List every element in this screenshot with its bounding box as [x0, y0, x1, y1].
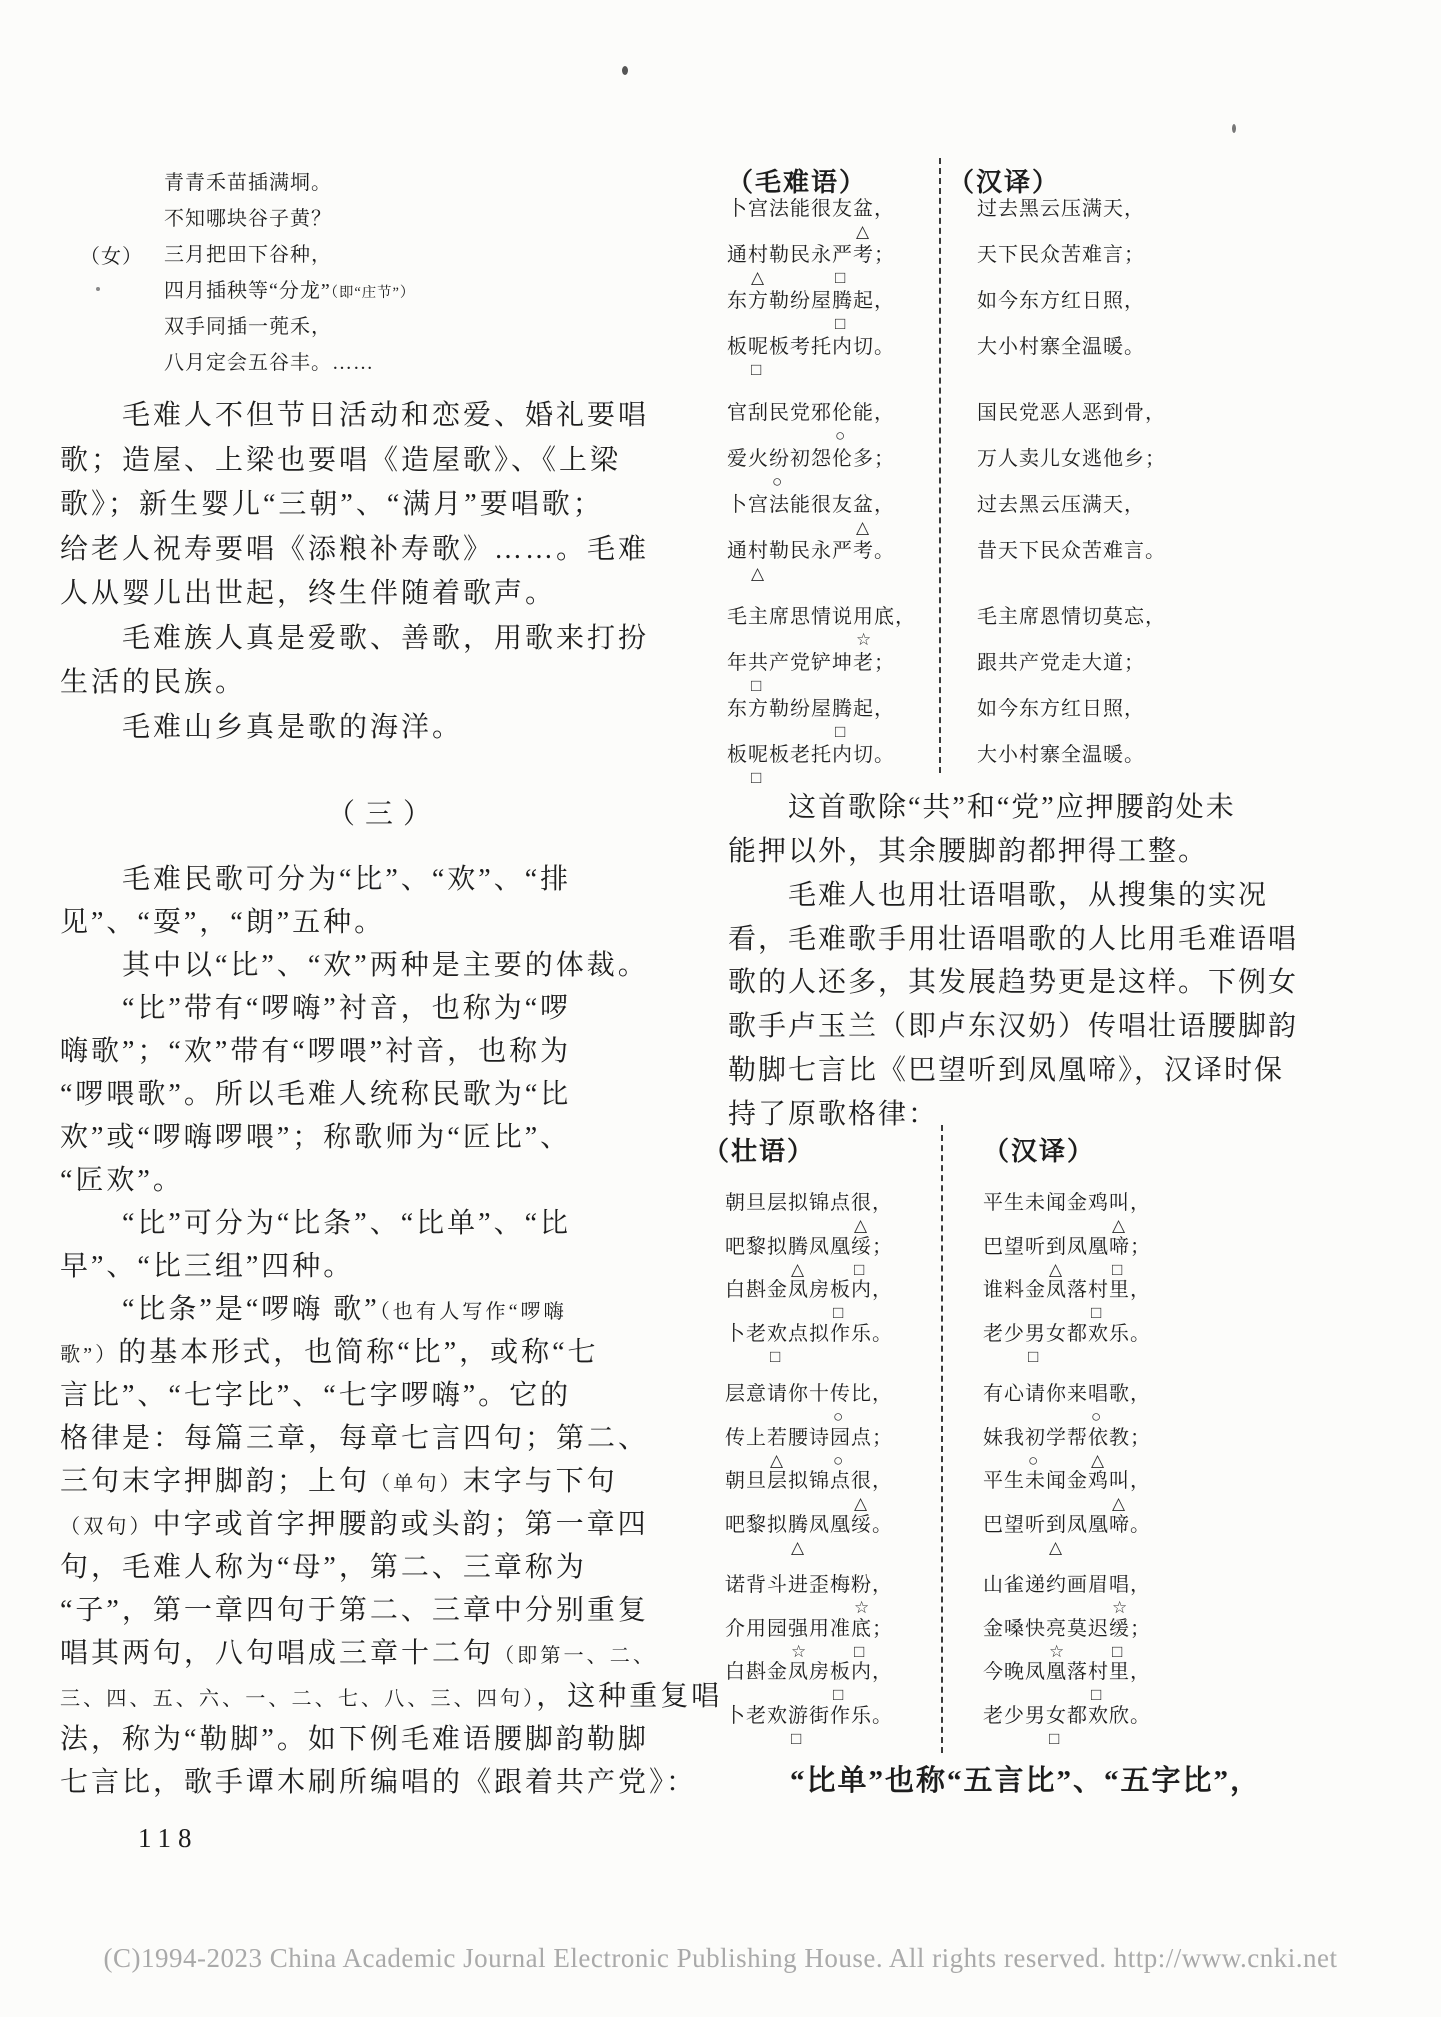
rhyme-mark-triangle: △	[751, 268, 765, 287]
text-line: 毛难人不但节日活动和恋爱、婚礼要唱	[60, 400, 650, 431]
song-line: 如今东方红日照，	[977, 290, 1145, 312]
text-line: 毛难民歌可分为“比”、“欢”、“排	[60, 864, 572, 895]
scan-speck	[96, 287, 100, 291]
song-line: 金嗓快亮莫迟缓； ☆ □	[983, 1617, 1151, 1661]
rhyme-mark-circle: ○	[1091, 1407, 1102, 1426]
song-line: 卜宫法能很友盆， △	[727, 197, 916, 243]
text-line: 七言比，歌手谭木刷所编唱的《跟着共产党》：	[60, 1767, 698, 1798]
text-line: 双手同插一蔸禾，	[164, 316, 332, 338]
text-line: 三、四、五、六、一、二、七、八、三、四句），这种重复唱	[60, 1681, 723, 1712]
song-line: 天下民众苦难言；	[977, 244, 1145, 266]
rhyme-mark-square: □	[854, 1641, 865, 1661]
song-line: 毛主席恩情切莫忘，	[977, 606, 1166, 628]
text-line: 毛难山乡真是歌的海洋。	[60, 711, 464, 743]
rhyme-mark-triangle: △	[751, 564, 765, 583]
rhyme-mark-triangle: △	[856, 222, 870, 241]
song-line: 东方勒纷屋腾起， □	[727, 289, 916, 335]
text-line: 三句末字押脚韵；上句（单句）末字与下句	[60, 1466, 618, 1497]
song-stanza	[977, 197, 1166, 381]
body-paragraphs-top	[60, 398, 720, 754]
song-stanza	[725, 1382, 893, 1556]
song-line: 通村勒民永严考。 △	[727, 539, 916, 585]
song-line: 吧黎拟腾凤凰绥。 △	[725, 1513, 893, 1557]
song-stanza	[727, 401, 916, 585]
song-line: 卜宫法能很友盆， △	[727, 493, 916, 539]
song-line: 板呢板老托内切。 □	[727, 743, 916, 789]
rhyme-mark-square: □	[835, 268, 846, 287]
song-line: 卜老欢游街作乐。 □	[725, 1704, 893, 1748]
text-line: 给老人祝寿要唱《添粮补寿歌》……。毛难	[60, 533, 650, 565]
text-line: 歌；造屋、上梁也要唱《造屋歌》、《上梁	[60, 444, 622, 476]
song1-translation-column	[977, 197, 1166, 809]
song1-maonan-column	[727, 197, 916, 809]
scan-speck	[622, 66, 628, 75]
rhyme-mark-triangle: △	[1091, 1450, 1105, 1470]
song-line: 巴望听到凤凰啼； △ □	[983, 1235, 1151, 1279]
body-paragraphs-section-three	[60, 862, 723, 1808]
song-line: 山雀递约画眉唱， ☆	[983, 1573, 1151, 1617]
rhyme-mark-triangle: △	[791, 1259, 805, 1279]
rhyme-mark-square: □	[833, 1685, 844, 1704]
song-stanza	[727, 605, 916, 789]
song-line: 通村勒民永严考； △ □	[727, 243, 916, 289]
quoted-verse	[164, 168, 415, 384]
text-line: “子”，第一章四句于第二、三章中分别重复	[60, 1595, 649, 1626]
rhyme-mark-star: ☆	[856, 630, 872, 649]
song-stanza	[983, 1191, 1151, 1365]
song-line: 过去黑云压满天，	[977, 494, 1145, 516]
song-line: 年共产党铲坤老； □	[727, 651, 916, 697]
section-heading-three: （三）	[326, 799, 441, 830]
cnki-copyright-footer: (C)1994-2023 China Academic Journal Electronic Publishing House. All rights reserved. http://www.cnki.net	[103, 1943, 1338, 1973]
rhyme-mark-triangle: △	[791, 1537, 805, 1557]
rhyme-mark-circle: ○	[835, 426, 846, 445]
song2-header-zhuang: （壮语）	[703, 1137, 816, 1166]
song-line: 今晚凤凰落村里， □	[983, 1660, 1151, 1704]
rhyme-mark-circle: ○	[833, 1450, 844, 1470]
text-line: 格律是：每篇三章，每章七言四句；第二、	[60, 1423, 650, 1454]
text-line: “比条”是“啰嗨 歌”（也有人写作“啰嗨	[60, 1294, 567, 1325]
song-line: 吧黎拟腾凤凰绥； △ □	[725, 1235, 893, 1279]
page-number: 118	[138, 1823, 199, 1853]
verse-speaker-label: （女）	[80, 246, 143, 268]
song-line: 妹我初学帮依教； ○ △	[983, 1426, 1151, 1470]
rhyme-mark-triangle: △	[854, 1216, 868, 1235]
song1-header-maonan: （毛难语）	[727, 168, 868, 197]
rhyme-mark-square: □	[1091, 1685, 1102, 1704]
text-line: 八月定会五谷丰。……	[164, 352, 374, 374]
song-line: 毛主席思情说用底， ☆	[727, 605, 916, 651]
song2-translation-column	[983, 1191, 1151, 1764]
text-line: “啰喂歌”。所以毛难人统称民歌为“比	[60, 1079, 572, 1110]
song-line: 老少男女都欢欣。 □	[983, 1704, 1151, 1748]
song-line: 层意请你十传比， ○	[725, 1382, 893, 1426]
song1-column-divider	[939, 158, 941, 773]
text-line: “匠欢”。	[60, 1165, 184, 1196]
song-stanza	[725, 1573, 893, 1747]
song-line: 巴望听到凤凰啼。 △	[983, 1513, 1151, 1557]
text-line: 人从婴儿出世起，终生伴随着歌声。	[60, 578, 557, 609]
rhyme-mark-square: □	[770, 1346, 781, 1366]
text-line: 持了原歌格律：	[728, 1098, 939, 1130]
rhyme-mark-star: ☆	[1049, 1641, 1065, 1661]
song-stanza	[727, 197, 916, 381]
song-line: 卜老欢点拟作乐。 □	[725, 1322, 893, 1366]
song1-header-hanyi: （汉译）	[948, 168, 1061, 197]
rhyme-mark-triangle: △	[1112, 1216, 1126, 1235]
song-line: 朝旦层拟锦点很， △	[725, 1191, 893, 1235]
song-line: 白斟金凤房板内， □	[725, 1660, 893, 1704]
song-line: 谁料金凤落村里， □	[983, 1278, 1151, 1322]
song-line: 有心请你来唱歌， ○	[983, 1382, 1151, 1426]
text-line: 毛难族人真是爱歌、善歌，用歌来打扮	[60, 622, 650, 654]
text-line: 其中以“比”、“欢”两种是主要的体裁。	[60, 950, 649, 981]
song-line: 大小村寨全温暖。	[977, 744, 1145, 766]
song-line: 平生未闻金鸡叫， △	[983, 1191, 1151, 1235]
song-line: 跟共产党走大道；	[977, 652, 1145, 674]
text-line: 欢”或“啰嗨啰喂”；称歌师为“匠比”、	[60, 1122, 572, 1153]
rhyme-mark-square: □	[751, 768, 762, 787]
song-line: 昔天下民众苦难言。	[977, 540, 1166, 562]
rhyme-mark-square: □	[1028, 1346, 1039, 1366]
rhyme-mark-triangle: △	[770, 1450, 784, 1470]
song-line: 朝旦层拟锦点很， △	[725, 1469, 893, 1513]
rhyme-mark-square: □	[835, 722, 846, 741]
song-stanza	[983, 1573, 1151, 1747]
song2-zhuang-column	[725, 1191, 893, 1764]
rhyme-mark-triangle: △	[1112, 1494, 1126, 1513]
text-line: 嗨歌”；“欢”带有“啰喂”衬音，也称为	[60, 1036, 572, 1067]
text-line: 这首歌除“共”和“党”应押腰韵处未	[728, 792, 1236, 823]
scan-speck	[1232, 124, 1236, 133]
text-line: 青青禾苗插满垌。	[164, 172, 332, 194]
song-line: 国民党恶人恶到骨，	[977, 402, 1166, 424]
rhyme-mark-triangle: △	[1049, 1259, 1063, 1279]
rhyme-mark-square: □	[835, 314, 846, 333]
text-line: 勒脚七言比《巴望听到凤凰啼》，汉译时保	[728, 1055, 1285, 1087]
rhyme-mark-square: □	[791, 1728, 802, 1748]
song-stanza	[725, 1191, 893, 1365]
rhyme-mark-star: ☆	[854, 1598, 870, 1617]
rhyme-mark-triangle: △	[1049, 1537, 1063, 1557]
song-line: 老少男女都欢乐。 □	[983, 1322, 1151, 1366]
rhyme-mark-square: □	[854, 1259, 865, 1279]
song-line: 诺背斗进歪梅粉， ☆	[725, 1573, 893, 1617]
song-line: 大小村寨全温暖。	[977, 336, 1145, 358]
song-line: 东方勒纷屋腾起， □	[727, 697, 916, 743]
song-stanza	[983, 1382, 1151, 1556]
rhyme-mark-circle: ○	[772, 472, 783, 491]
rhyme-mark-square: □	[1112, 1259, 1123, 1279]
rhyme-mark-triangle: △	[856, 518, 870, 537]
text-line: 歌手卢玉兰（即卢东汉奶）传唱壮语腰脚韵	[728, 1011, 1299, 1043]
song-line: 如今东方红日照，	[977, 698, 1145, 720]
rhyme-mark-square: □	[751, 676, 762, 695]
text-line: 看，毛难歌手用壮语唱歌的人比用毛难语唱	[728, 923, 1299, 955]
song-line: 官刮民党邪伦能， ○	[727, 401, 916, 447]
rhyme-mark-star: ☆	[1112, 1598, 1128, 1617]
text-line: 早”、“比三组”四种。	[60, 1251, 355, 1282]
rhyme-mark-star: ☆	[791, 1641, 807, 1661]
rhyme-mark-square: □	[1049, 1728, 1060, 1748]
song-line: 白斟金凤房板内， □	[725, 1278, 893, 1322]
song-stanza	[977, 605, 1166, 789]
closing-sentence: “比单”也称“五言比”、“五字比”，	[728, 1765, 1262, 1797]
text-line: “比”可分为“比条”、“比单”、“比	[60, 1208, 571, 1239]
text-line: 见”、“耍”，“朗”五种。	[60, 907, 386, 938]
text-line: 不知哪块谷子黄？	[164, 208, 332, 230]
text-line: 四月插秧等“分龙”（即“庄节”）	[164, 280, 416, 302]
rhyme-mark-circle: ○	[1028, 1450, 1039, 1470]
text-line: 句，毛难人称为“母”，第二、三章称为	[60, 1552, 587, 1583]
rhyme-mark-circle: ○	[833, 1407, 844, 1426]
song-line: 万人卖儿女逃他乡；	[977, 448, 1166, 470]
text-line: 歌”）的基本形式，也简称“比”，或称“七	[60, 1337, 599, 1368]
text-line: “比”带有“啰嗨”衬音，也称为“啰	[60, 993, 572, 1024]
text-line: 毛难人也用壮语唱歌，从搜集的实况	[728, 879, 1269, 911]
song2-column-divider	[941, 1125, 943, 1753]
song-line: 平生未闻金鸡叫， △	[983, 1469, 1151, 1513]
text-line: 生活的民族。	[60, 667, 247, 698]
commentary-paragraphs	[728, 790, 1328, 1141]
rhyme-mark-square: □	[751, 360, 762, 379]
text-line: （双句）中字或首字押腰韵或头韵；第一章四	[60, 1509, 649, 1540]
text-line: 三月把田下谷种，	[164, 244, 332, 266]
song2-header-hanyi: （汉译）	[983, 1137, 1096, 1166]
rhyme-mark-square: □	[1112, 1641, 1123, 1661]
song-stanza	[977, 401, 1166, 585]
rhyme-mark-square: □	[833, 1303, 844, 1322]
song-line: 爱火纷初怨伦多； ○	[727, 447, 916, 493]
text-line: 唱其两句，八句唱成三章十二句（即第一、二、	[60, 1638, 657, 1669]
text-line: 歌》；新生婴儿“三朝”、“满月”要唱歌；	[60, 489, 604, 520]
text-line: 能押以外，其余腰脚韵都押得工整。	[728, 835, 1209, 867]
song-line: 介用园强用准底； ☆ □	[725, 1617, 893, 1661]
song-line: 过去黑云压满天，	[977, 198, 1145, 220]
song-line: 传上若腰诗园点； △ ○	[725, 1426, 893, 1470]
text-line: 法，称为“勒脚”。如下例毛难语腰脚韵勒脚	[60, 1724, 649, 1755]
text-line: 言比”、“七字比”、“七字啰嗨”。它的	[60, 1380, 572, 1411]
rhyme-mark-square: □	[1091, 1303, 1102, 1322]
rhyme-mark-triangle: △	[854, 1494, 868, 1513]
text-line: 歌的人还多，其发展趋势更是这样。下例女	[728, 967, 1299, 999]
song-line: 板呢板考托内切。 □	[727, 335, 916, 381]
